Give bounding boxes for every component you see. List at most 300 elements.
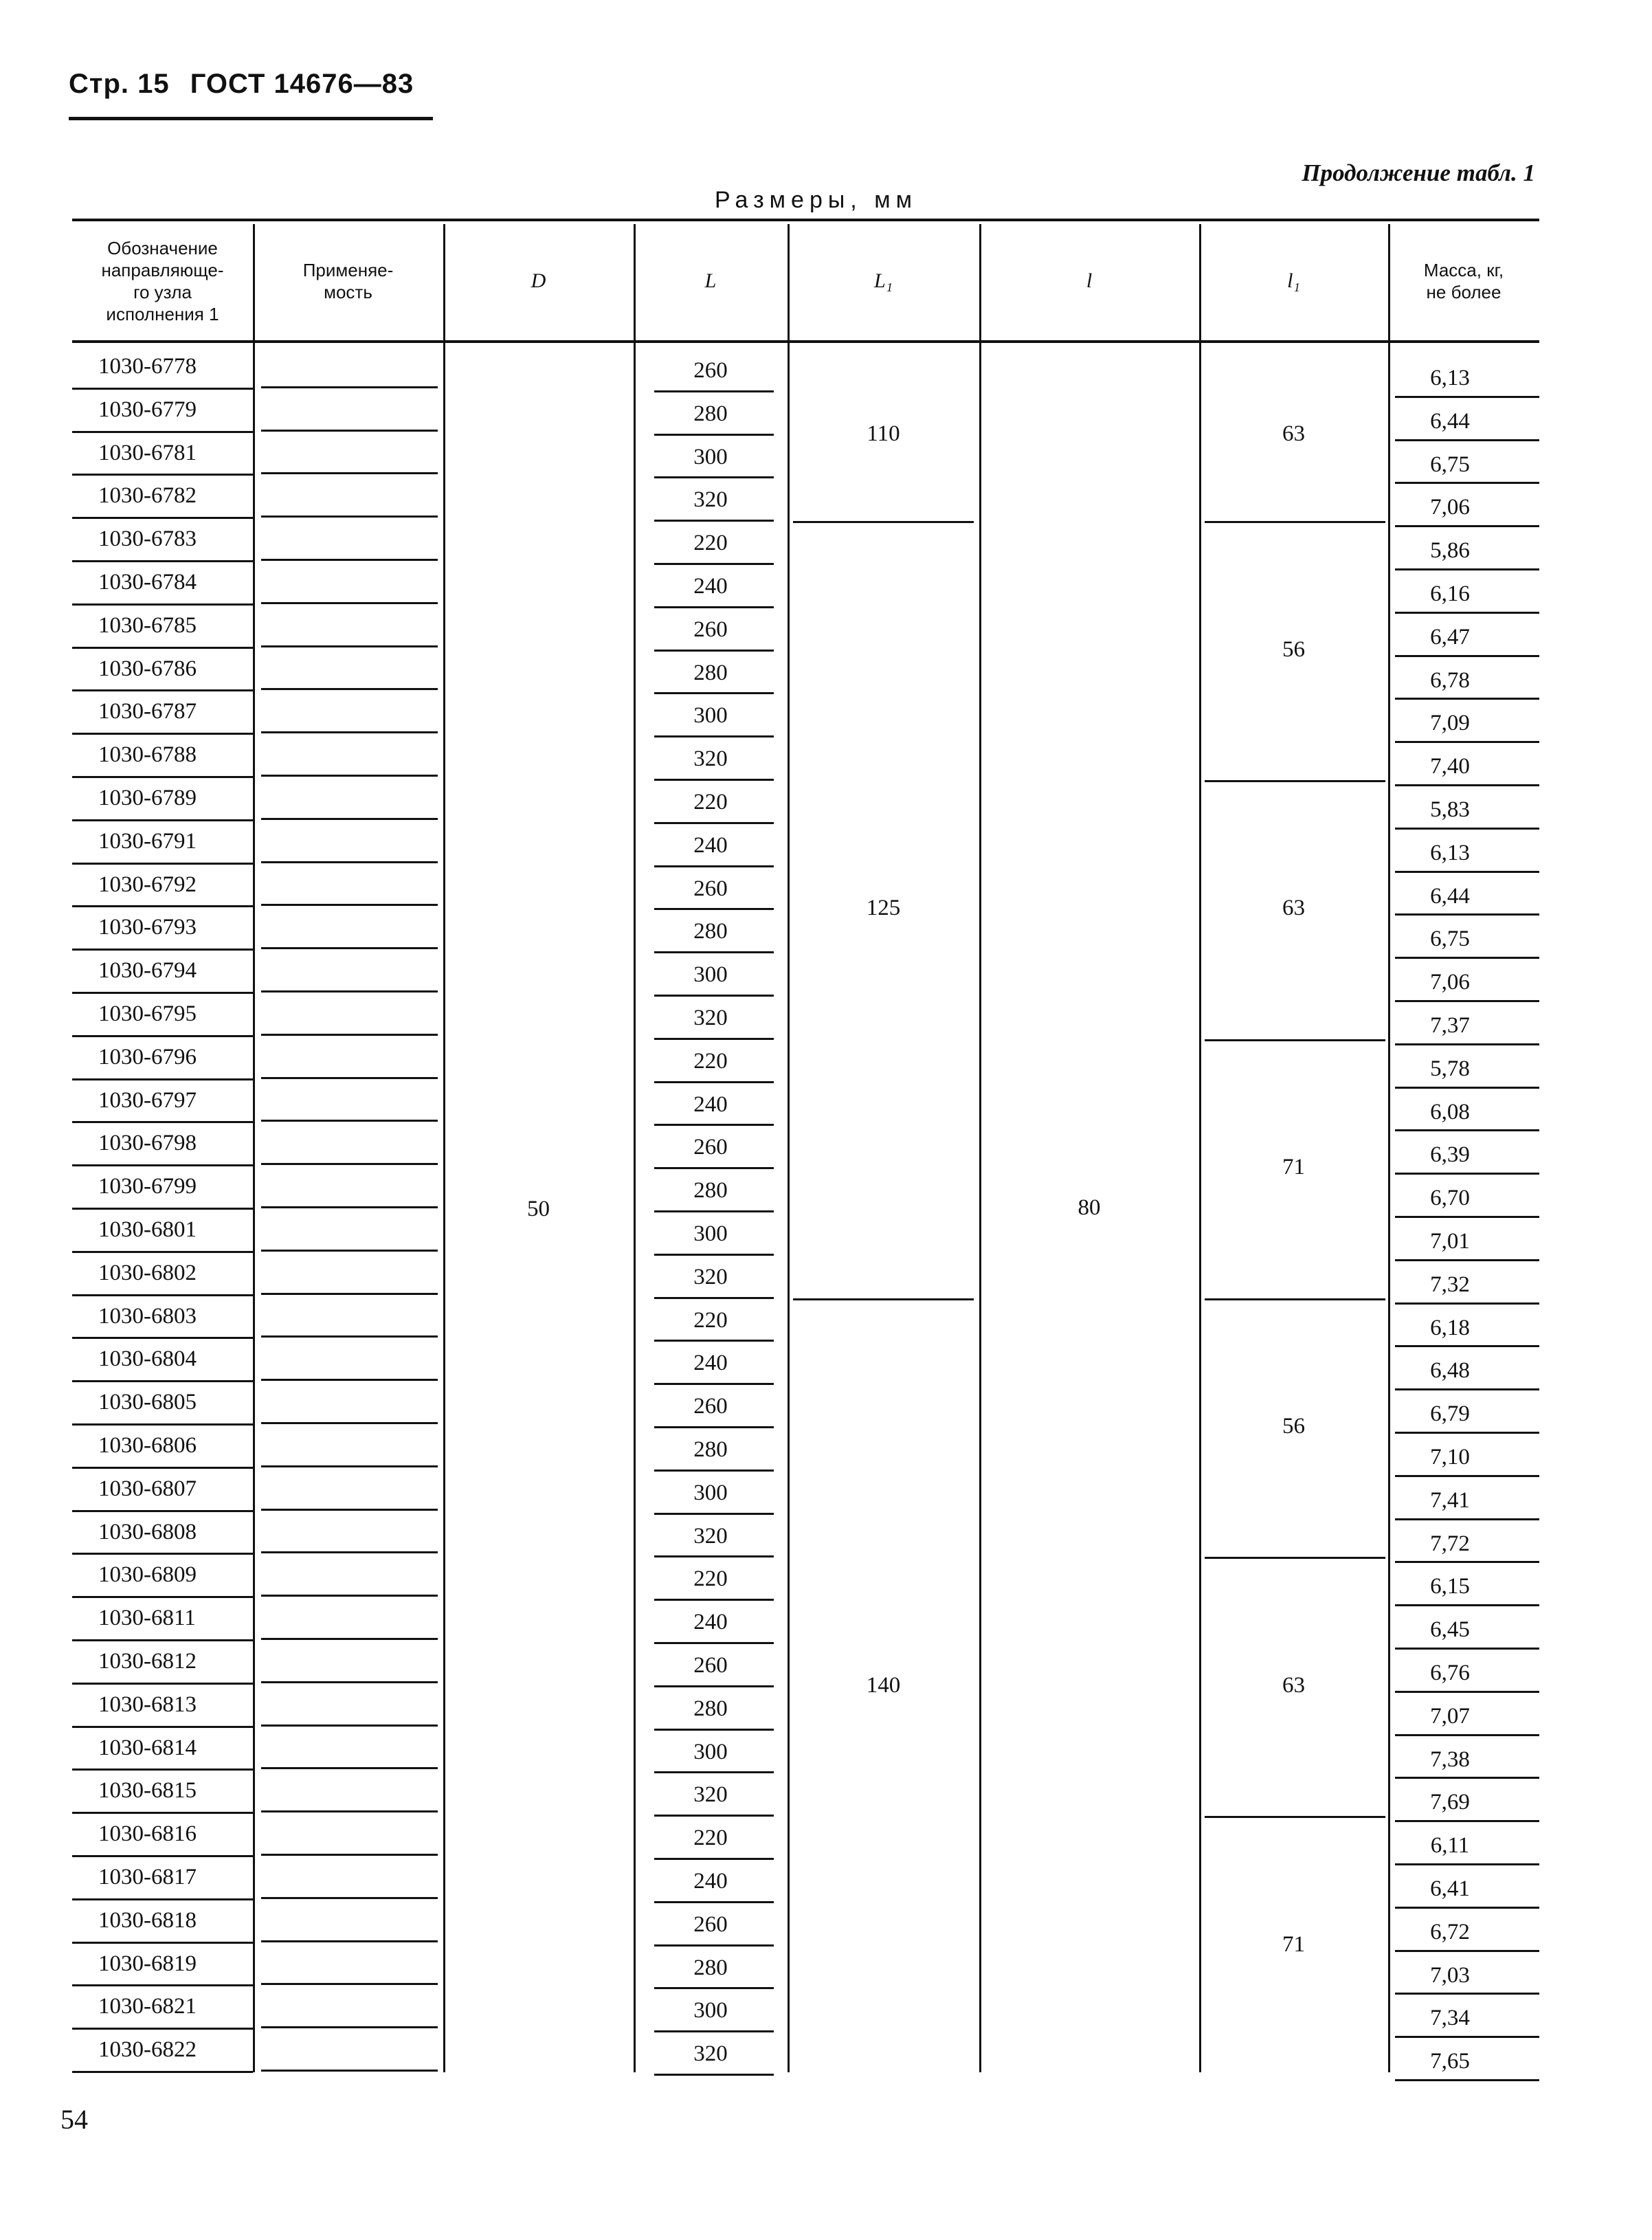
length-rule — [654, 1685, 774, 1687]
length-cell: 320 — [693, 1264, 728, 1289]
l1-group-value: 56 — [1282, 636, 1305, 662]
length-cell: 240 — [693, 1091, 728, 1117]
mass-rule — [1395, 1648, 1539, 1650]
mass-rule — [1395, 1777, 1539, 1779]
mass-cell: 6,47 — [1430, 624, 1470, 650]
length-rule — [654, 1729, 774, 1731]
table-column-rule — [443, 224, 445, 2072]
applicability-rule — [261, 1983, 438, 1985]
designation-cell: 1030-6822 — [98, 2037, 197, 2063]
mass-rule — [1395, 1734, 1539, 1736]
applicability-rule — [261, 688, 438, 690]
l1-group-value: 71 — [1282, 1931, 1305, 1957]
l1-group-value: 71 — [1282, 1155, 1305, 1180]
mass-cell: 6,72 — [1430, 1919, 1470, 1944]
row-rule — [72, 992, 253, 994]
mass-rule — [1395, 1604, 1539, 1606]
length-cell: 280 — [693, 1955, 728, 1980]
l1-group-rule — [1205, 1039, 1385, 1041]
length-cell: 260 — [693, 1653, 728, 1678]
mass-rule — [1395, 1475, 1539, 1477]
mass-cell: 7,10 — [1430, 1445, 1470, 1470]
row-rule — [72, 1164, 253, 1166]
row-rule — [72, 1467, 253, 1469]
applicability-rule — [261, 1810, 438, 1812]
designation-cell: 1030-6817 — [98, 1865, 197, 1889]
length-rule — [654, 822, 774, 824]
mass-rule — [1395, 1345, 1539, 1347]
mass-cell: 6,44 — [1430, 408, 1470, 434]
mass-rule — [1395, 913, 1539, 916]
length-cell: 260 — [693, 1911, 728, 1937]
mass-rule — [1395, 568, 1539, 570]
designation-cell: 1030-6787 — [98, 699, 197, 724]
mass-cell: 7,37 — [1430, 1013, 1470, 1038]
mass-cell: 5,78 — [1430, 1056, 1470, 1081]
designation-cell: 1030-6797 — [98, 1087, 197, 1113]
mass-rule — [1395, 1950, 1539, 1952]
length-rule — [654, 1038, 774, 1040]
mass-rule — [1395, 1432, 1539, 1434]
table-header-rule — [72, 340, 1539, 343]
row-rule — [72, 863, 253, 865]
mass-rule — [1395, 2036, 1539, 2038]
mass-rule — [1395, 1043, 1539, 1045]
mass-cell: 6,13 — [1430, 366, 1470, 390]
mass-cell: 7,03 — [1430, 1962, 1470, 1988]
standard-number: ГОСТ 14676—83 — [190, 69, 414, 99]
l1-group-rule — [1205, 1816, 1385, 1818]
length-cell: 320 — [693, 1523, 728, 1549]
length-cell: 220 — [693, 1826, 728, 1851]
mass-cell: 7,32 — [1430, 1272, 1470, 1297]
row-rule — [72, 1294, 253, 1296]
column-header-L1: L₁ — [873, 269, 893, 292]
mass-cell: 6,18 — [1430, 1315, 1470, 1340]
row-rule — [72, 431, 253, 433]
mass-cell: 5,86 — [1430, 538, 1470, 564]
mass-rule — [1395, 957, 1539, 959]
length-cell: 240 — [693, 1610, 728, 1635]
length-cell: 220 — [693, 1307, 728, 1333]
length-cell: 280 — [693, 919, 728, 944]
applicability-rule — [261, 731, 438, 733]
applicability-rule — [261, 1034, 438, 1036]
L1-group-value: 125 — [866, 896, 901, 921]
mass-cell: 7,40 — [1430, 754, 1470, 779]
designation-cell: 1030-6807 — [98, 1476, 197, 1501]
row-rule — [72, 1683, 253, 1685]
table-column-rule — [1199, 224, 1201, 2072]
mass-cell: 7,07 — [1430, 1703, 1470, 1729]
mass-rule — [1395, 1518, 1539, 1520]
applicability-rule — [261, 990, 438, 993]
applicability-rule — [261, 818, 438, 820]
designation-cell: 1030-6804 — [98, 1346, 197, 1372]
applicability-rule — [261, 386, 438, 388]
row-rule — [72, 1898, 253, 1900]
applicability-rule — [261, 1509, 438, 1511]
mass-rule — [1395, 1561, 1539, 1563]
row-rule — [72, 2028, 253, 2030]
designation-cell: 1030-6803 — [98, 1303, 197, 1329]
applicability-rule — [261, 775, 438, 777]
length-cell: 260 — [693, 1135, 728, 1160]
row-rule — [72, 603, 253, 606]
designation-cell: 1030-6811 — [98, 1606, 196, 1631]
designation-cell: 1030-6814 — [98, 1735, 197, 1760]
mass-cell: 6,08 — [1430, 1099, 1470, 1124]
row-rule — [72, 1726, 253, 1728]
column-header-D: D — [531, 269, 546, 292]
designation-cell: 1030-6791 — [98, 828, 197, 854]
mass-rule — [1395, 1820, 1539, 1822]
mass-cell: 7,09 — [1430, 711, 1470, 736]
applicability-rule — [261, 1422, 438, 1424]
applicability-rule — [261, 645, 438, 647]
length-rule — [654, 1470, 774, 1472]
l1-group-rule — [1205, 1557, 1385, 1559]
mass-cell: 7,01 — [1430, 1229, 1470, 1254]
length-cell: 240 — [693, 574, 728, 599]
length-cell: 320 — [693, 1782, 728, 1808]
mass-cell: 7,06 — [1430, 495, 1470, 520]
table-top-rule — [72, 219, 1539, 221]
designation-cell: 1030-6815 — [98, 1778, 197, 1804]
mass-rule — [1395, 612, 1539, 614]
length-rule — [654, 1815, 774, 1817]
length-cell: 280 — [693, 1178, 728, 1204]
length-rule — [654, 995, 774, 997]
length-cell: 300 — [693, 1998, 728, 2023]
column-header-L: L — [704, 269, 717, 292]
length-rule — [654, 390, 774, 392]
mass-rule — [1395, 1173, 1539, 1175]
row-rule — [72, 1208, 253, 1210]
mass-cell: 7,34 — [1430, 2006, 1470, 2031]
applicability-rule — [261, 1293, 438, 1295]
designation-cell: 1030-6809 — [98, 1562, 197, 1588]
mass-rule — [1395, 784, 1539, 786]
length-rule — [654, 2030, 774, 2032]
length-cell: 280 — [693, 1696, 728, 1721]
mass-cell: 6,75 — [1430, 927, 1470, 952]
length-rule — [654, 779, 774, 781]
row-rule — [72, 517, 253, 519]
designation-cell: 1030-6808 — [98, 1519, 197, 1544]
applicability-rule — [261, 1335, 438, 1338]
page-label: Стр. 15 — [69, 69, 170, 99]
row-rule — [72, 1251, 253, 1253]
row-rule — [72, 1768, 253, 1771]
column-header-l1: l₁ — [1287, 269, 1300, 292]
length-rule — [654, 1167, 774, 1169]
mass-rule — [1395, 2079, 1539, 2081]
l1-group-rule — [1205, 780, 1385, 782]
applicability-rule — [261, 1163, 438, 1165]
length-cell: 280 — [693, 660, 728, 685]
applicability-rule — [261, 1465, 438, 1467]
length-rule — [654, 563, 774, 565]
length-rule — [654, 692, 774, 694]
row-rule — [72, 1812, 253, 1814]
applicability-rule — [261, 1595, 438, 1597]
l1-group-value: 63 — [1282, 1672, 1305, 1698]
designation-cell: 1030-6783 — [98, 526, 197, 552]
applicability-rule — [261, 1638, 438, 1640]
length-rule — [654, 434, 774, 436]
length-cell: 320 — [693, 1006, 728, 1030]
row-rule — [72, 2071, 253, 2073]
row-rule — [72, 905, 253, 907]
length-cell: 240 — [693, 1351, 728, 1376]
mass-cell: 7,41 — [1430, 1487, 1470, 1513]
length-cell: 260 — [693, 617, 728, 642]
applicability-rule — [261, 2026, 438, 2028]
designation-cell: 1030-6819 — [98, 1951, 197, 1976]
designation-cell: 1030-6794 — [98, 958, 197, 984]
designation-cell: 1030-6784 — [98, 570, 197, 595]
mass-rule — [1395, 698, 1539, 700]
designation-cell: 1030-6779 — [98, 397, 197, 422]
mass-rule — [1395, 1000, 1539, 1002]
applicability-rule — [261, 2070, 438, 2072]
mass-rule — [1395, 871, 1539, 873]
length-rule — [654, 520, 774, 522]
row-rule — [72, 388, 253, 390]
length-rule — [654, 951, 774, 953]
length-rule — [654, 1858, 774, 1860]
designation-cell: 1030-6789 — [98, 786, 197, 810]
length-rule — [654, 1383, 774, 1385]
length-cell: 320 — [693, 487, 728, 513]
designation-cell: 1030-6805 — [98, 1390, 197, 1415]
designation-cell: 1030-6778 — [98, 354, 197, 379]
mass-rule — [1395, 1129, 1539, 1131]
l1-group-rule — [1205, 1298, 1385, 1300]
applicability-rule — [261, 947, 438, 949]
D-value: 50 — [527, 1197, 550, 1221]
length-rule — [654, 1771, 774, 1773]
mass-cell: 6,76 — [1430, 1661, 1470, 1685]
length-cell: 320 — [693, 746, 728, 772]
length-cell: 320 — [693, 2041, 728, 2067]
length-rule — [654, 735, 774, 738]
L1-group-rule — [793, 521, 974, 523]
applicability-rule — [261, 602, 438, 604]
designation-cell: 1030-6792 — [98, 872, 197, 897]
length-rule — [654, 1426, 774, 1428]
designation-cell: 1030-6782 — [98, 483, 197, 509]
mass-cell: 6,78 — [1430, 667, 1470, 693]
dimensions-title: Размеры, мм — [715, 187, 917, 213]
l-value: 80 — [1078, 1195, 1101, 1220]
row-rule — [72, 1337, 253, 1339]
row-rule — [72, 1510, 253, 1512]
length-rule — [654, 650, 774, 652]
row-rule — [72, 1942, 253, 1944]
length-cell: 300 — [693, 1739, 728, 1764]
length-rule — [654, 1081, 774, 1083]
l1-group-rule — [1205, 521, 1385, 523]
mass-rule — [1395, 655, 1539, 657]
applicability-rule — [261, 1854, 438, 1856]
designation-cell: 1030-6796 — [98, 1044, 197, 1069]
l1-group-value: 63 — [1282, 896, 1305, 921]
row-rule — [72, 474, 253, 476]
applicability-rule — [261, 1120, 438, 1122]
mass-rule — [1395, 1907, 1539, 1909]
length-cell: 220 — [693, 1048, 728, 1074]
length-rule — [654, 2074, 774, 2076]
length-cell: 220 — [693, 1566, 728, 1592]
mass-rule — [1395, 1691, 1539, 1693]
length-rule — [654, 476, 774, 478]
length-rule — [654, 1210, 774, 1212]
applicability-rule — [261, 1250, 438, 1252]
mass-cell: 6,79 — [1430, 1401, 1470, 1427]
L1-group-rule — [793, 1298, 974, 1300]
mass-rule — [1395, 439, 1539, 441]
row-rule — [72, 560, 253, 562]
column-header-code: Обозначение направляюще- го узла исполнения 1 — [101, 237, 224, 324]
row-rule — [72, 1078, 253, 1080]
table-column-rule — [788, 224, 790, 2072]
mass-cell: 7,72 — [1430, 1531, 1470, 1556]
designation-cell: 1030-6818 — [98, 1907, 197, 1933]
mass-rule — [1395, 741, 1539, 743]
length-rule — [654, 1254, 774, 1256]
row-rule — [72, 647, 253, 649]
applicability-rule — [261, 861, 438, 863]
length-rule — [654, 1987, 774, 1989]
mass-cell: 7,06 — [1430, 970, 1470, 995]
applicability-rule — [261, 1077, 438, 1079]
designation-cell: 1030-6786 — [98, 656, 197, 681]
applicability-rule — [261, 1897, 438, 1899]
mass-cell: 5,83 — [1430, 797, 1470, 822]
table-column-rule — [979, 224, 981, 2072]
applicability-rule — [261, 1940, 438, 1942]
designation-cell: 1030-6793 — [98, 915, 197, 940]
length-rule — [654, 1642, 774, 1644]
row-rule — [72, 1035, 253, 1037]
row-rule — [72, 1596, 253, 1598]
applicability-rule — [261, 1379, 438, 1381]
mass-cell: 6,45 — [1430, 1617, 1470, 1643]
designation-cell: 1030-6812 — [98, 1649, 197, 1674]
table-column-rule — [253, 224, 255, 2072]
length-rule — [654, 1901, 774, 1903]
designation-cell: 1030-6802 — [98, 1260, 197, 1285]
length-cell: 260 — [693, 876, 728, 901]
length-cell: 240 — [693, 832, 728, 858]
row-rule — [72, 1639, 253, 1641]
applicability-rule — [261, 1551, 438, 1553]
row-rule — [72, 733, 253, 735]
mass-rule — [1395, 1302, 1539, 1305]
L1-group-value: 140 — [866, 1672, 901, 1698]
length-rule — [654, 865, 774, 867]
applicability-rule — [261, 1681, 438, 1683]
row-rule — [72, 949, 253, 951]
mass-rule — [1395, 1087, 1539, 1089]
mass-cell: 6,13 — [1430, 840, 1470, 865]
mass-cell: 7,65 — [1430, 2049, 1470, 2074]
mass-rule — [1395, 1259, 1539, 1261]
row-rule — [72, 1380, 253, 1382]
row-rule — [72, 689, 253, 691]
mass-cell: 6,39 — [1430, 1142, 1470, 1168]
mass-cell: 6,75 — [1430, 452, 1470, 477]
designation-cell: 1030-6806 — [98, 1433, 197, 1458]
length-rule — [654, 1124, 774, 1126]
designation-cell: 1030-6821 — [98, 1994, 197, 2019]
l1-group-value: 56 — [1282, 1414, 1305, 1439]
length-rule — [654, 1340, 774, 1342]
length-cell: 300 — [693, 444, 728, 469]
applicability-rule — [261, 1767, 438, 1769]
length-cell: 300 — [693, 1221, 728, 1246]
designation-cell: 1030-6798 — [98, 1131, 197, 1156]
applicability-rule — [261, 472, 438, 474]
length-cell: 280 — [693, 401, 728, 426]
designation-cell: 1030-6788 — [98, 742, 197, 768]
designation-cell: 1030-6785 — [98, 612, 197, 638]
mass-cell: 6,16 — [1430, 581, 1470, 606]
mass-rule — [1395, 1216, 1539, 1218]
length-cell: 240 — [693, 1869, 728, 1894]
designation-cell: 1030-6799 — [98, 1174, 197, 1199]
length-rule — [654, 908, 774, 910]
row-rule — [72, 1553, 253, 1555]
length-cell: 280 — [693, 1437, 728, 1462]
designation-cell: 1030-6795 — [98, 1001, 197, 1026]
designation-cell: 1030-6816 — [98, 1821, 197, 1847]
mass-cell: 6,44 — [1430, 883, 1470, 909]
applicability-rule — [261, 430, 438, 432]
row-rule — [72, 1121, 253, 1123]
column-header-l: l — [1086, 269, 1093, 292]
row-rule — [72, 819, 253, 821]
mass-cell: 7,69 — [1430, 1790, 1470, 1815]
designation-cell: 1030-6801 — [98, 1217, 197, 1242]
designation-cell: 1030-6781 — [98, 440, 197, 465]
column-header-mass: Масса, кг, не более — [1423, 259, 1504, 302]
mass-cell: 6,11 — [1430, 1833, 1470, 1859]
mass-cell: 6,15 — [1430, 1574, 1470, 1599]
column-header-applicability: Применяе- мость — [302, 259, 394, 302]
length-cell: 300 — [693, 703, 728, 729]
mass-rule — [1395, 828, 1539, 830]
length-rule — [654, 1555, 774, 1557]
applicability-rule — [261, 1206, 438, 1208]
row-rule — [72, 776, 253, 778]
mass-cell: 7,38 — [1430, 1746, 1470, 1772]
applicability-rule — [261, 1725, 438, 1727]
length-rule — [654, 1944, 774, 1947]
length-rule — [654, 1513, 774, 1515]
length-cell: 220 — [693, 531, 728, 556]
length-rule — [654, 606, 774, 608]
mass-cell: 6,70 — [1430, 1186, 1470, 1211]
table-continuation-label: Продолжение табл. 1 — [1302, 159, 1535, 186]
length-rule — [654, 1297, 774, 1299]
page-number: 54 — [60, 2104, 88, 2135]
row-rule — [72, 1423, 253, 1426]
length-cell: 300 — [693, 962, 728, 988]
length-rule — [654, 1599, 774, 1601]
